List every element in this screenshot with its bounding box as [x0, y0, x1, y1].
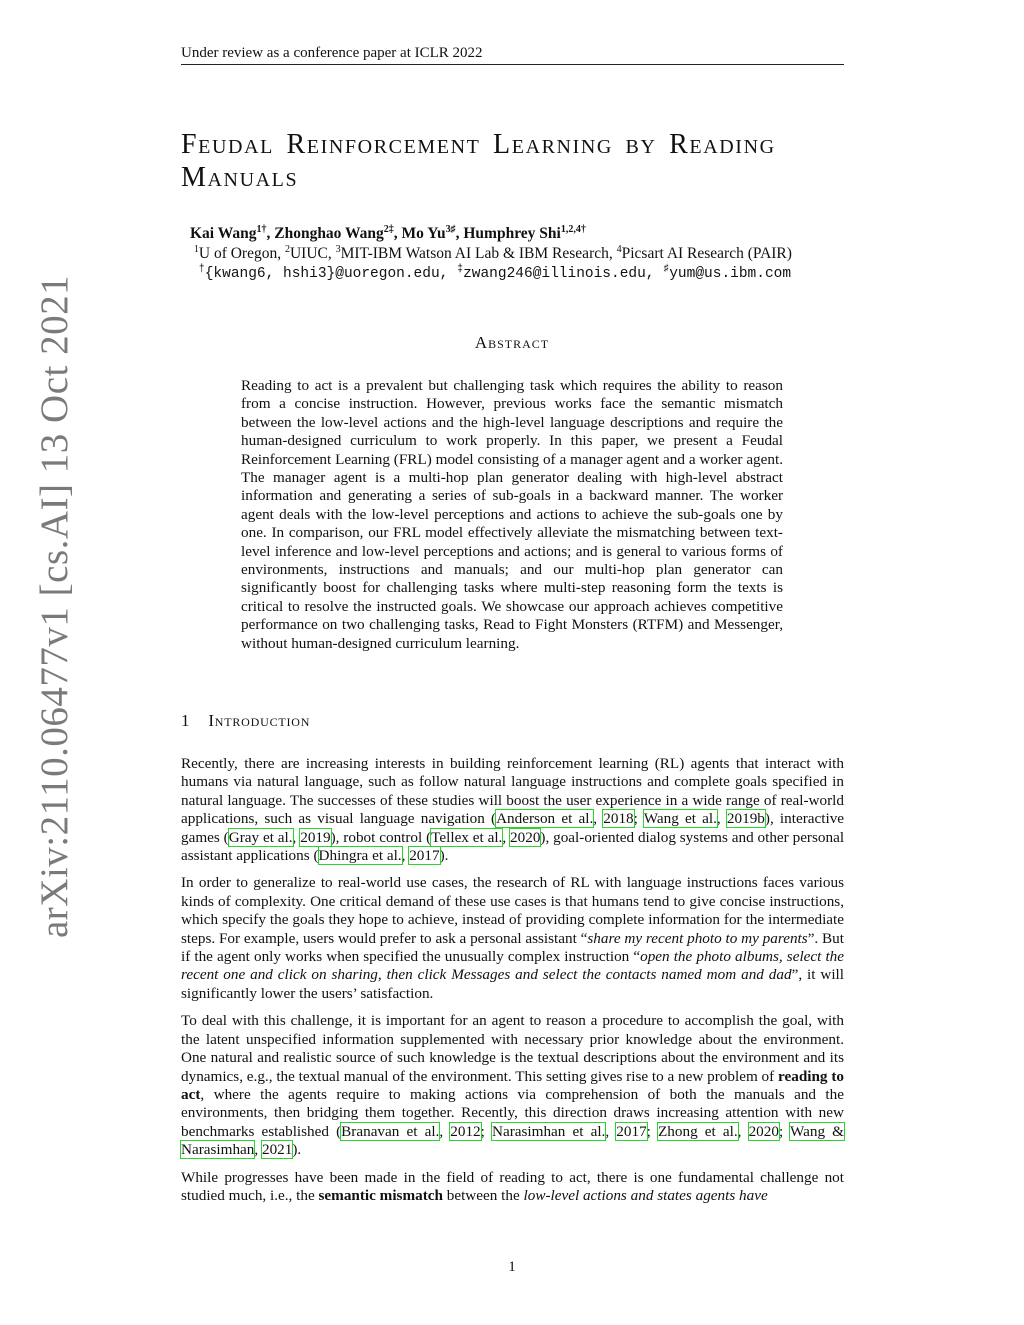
page-number: 1: [508, 1259, 516, 1275]
email: zwang246@illinois.edu,: [463, 266, 664, 282]
affiliations: [190, 244, 890, 264]
paragraph: In order to generalize to real-world use cases, the research of RL with language instructions faces various kinds of complexity. One critical demand of these use cases is that humans tend to give concise instructions, which specify the goals they hope to achieve, instead of providing complete information for the intermediate steps. For example, users would prefer to ask a personal assistant “share my recent photo to my parents”. But if the agent only works when specified the unusually complex instruction “open the photo albums, select the recent one and click on sharing, then click Messages and select the contacts named mom and dad”, it will significantly lower the users’ satisfaction.: [181, 874, 845, 1002]
citation-link[interactable]: 2021: [261, 1141, 293, 1159]
author-name: Zhonghao Wang: [274, 225, 384, 242]
paragraph: Recently, there are increasing interests in building reinforcement learning (RL) agents that interact with humans via natural language, such as follow natural language instructions and complete goals specified in natural language. The successes of these studies will boost the user experience in a wide range of real-world applications, such as visual language navigation (Anderson et al., 2018; Wang et al., 2019b), interactive games (Gray et al., 2019), robot control (Tellex et al., 2020), goal-oriented dialog systems and other personal assistant applications (Dhingra et al., 2017).: [181, 755, 845, 865]
section-title: Introduction: [208, 711, 311, 730]
abstract-heading: Abstract: [474, 333, 550, 352]
citation-link[interactable]: 2012: [450, 1122, 481, 1140]
author-mark: 2‡: [383, 223, 394, 235]
citation-link[interactable]: Branavan et al.: [341, 1122, 440, 1140]
abstract-text: Reading to act is a prevalent but challenging task which requires the ability to reason from a concise instruction. However, previous works face the semantic mismatch between the low-level actions and the high-level language descriptions and require the human-designed curriculum to work properly. In this paper, we present a Feudal Reinforcement Learning (FRL) model consisting of a manager agent and a worker agent. The manager agent is a multi-hop plan generator dealing with high-level abstract information and generating a series of sub-goals in a backward manner. The worker agent deals with the low-level perceptions and actions to achieve the sub-goals one by one. In comparison, our FRL model effectively alleviate the mismatching between text-level inference and low-level perceptions and actions; and is general to various forms of environments, instructions and manuals; and our multi-hop plan generator can significantly boost for challenging tasks where multi-step reasoning form the texts is critical to resolve the instructed goals. We showcase our approach achieves competitive performance on two challenging tasks, Read to Fight Monsters (RTFM) and Messenger, without human-designed curriculum learning.: [241, 377, 783, 652]
affiliation-number: 4: [616, 243, 622, 255]
paragraph: To deal with this challenge, it is important for an agent to reason a procedure to accomplish the goal, with the latent unspecified information supplemented with necessary prior knowledge about the environment. One natural and realistic source of such knowledge is the textual descriptions about the environment and its dynamics, e.g., the textual manual of the environment. This setting gives rise to a new problem of reading to act, where the agents require to making actions via comprehension of both the manuals and the environments, then bridging them together. Recently, this direction draws increasing attention with new benchmarks established (Branavan et al., 2012; Narasimhan et al., 2017; Zhong et al., 2020; Wang & Narasimhan, 2021).: [181, 1012, 844, 1159]
citation-link[interactable]: 2020: [510, 828, 541, 846]
citation-link[interactable]: Zhong et al.: [658, 1122, 738, 1140]
affiliation-number: 1: [193, 243, 199, 255]
key-term: reading to act: [181, 1067, 844, 1103]
section-heading-introduction: [181, 711, 310, 731]
affiliation: U of Oregon,: [198, 245, 285, 262]
email-mark: ‡: [457, 264, 464, 276]
section-number: 1: [181, 711, 191, 730]
affiliation: UIUC,: [289, 245, 336, 262]
affiliation: MIT-IBM Watson AI Lab & IBM Research,: [340, 245, 617, 262]
citation-link[interactable]: Gray et al.: [228, 828, 293, 846]
affiliation-number: 2: [284, 243, 290, 255]
example-instruction: share my recent photo to my parents: [587, 929, 808, 947]
author-emails: [190, 264, 890, 284]
introduction-body: [181, 755, 844, 1214]
email: yum@us.ibm.com: [669, 266, 792, 282]
citation-link[interactable]: Dhingra et al.: [318, 847, 402, 865]
emphasis: low-level actions and states agents have: [523, 1186, 768, 1204]
author-mark: 1†: [256, 223, 267, 235]
citation-link[interactable]: 2018: [603, 810, 634, 828]
email-mark: †: [198, 264, 205, 276]
citation-link[interactable]: 2019: [300, 828, 331, 846]
affiliation: Picsart AI Research (PAIR): [621, 245, 792, 262]
running-header: Under review as a conference paper at ICLR 2022: [181, 44, 844, 65]
author-block: [190, 224, 890, 284]
citation-link[interactable]: 2017: [616, 1122, 647, 1140]
email: {kwang6, hshi3}@uoregon.edu,: [204, 266, 458, 282]
author-mark: 1,2,4†: [560, 223, 586, 235]
paper-title: Feudal Reinforcement Learning by Reading Manuals: [181, 129, 776, 193]
citation-link[interactable]: 2019b: [726, 810, 765, 828]
author-name: Kai Wang: [190, 225, 257, 242]
affiliation-number: 3: [335, 243, 341, 255]
citation-link[interactable]: 2020: [748, 1122, 779, 1140]
key-term: semantic mismatch: [318, 1186, 443, 1204]
author-names: Kai Wang$^{1\dagger}$, Zhonghao Wang$^{2\ddagger}$, Mo $Yu^{3♯}$, Humphrey Shi$^{1,2,4\dagger}$: [190, 223, 586, 242]
example-instruction: open the photo albums, select the recent one and click on sharing, then click Messages and select the contacts named mom and dad: [181, 948, 845, 984]
citation-link[interactable]: Anderson et al.: [496, 810, 594, 828]
email-mark: ♯: [663, 264, 670, 276]
citation-link[interactable]: Wang et al.: [643, 810, 717, 828]
author-name: Humphrey Shi: [463, 225, 561, 242]
arxiv-identifier: arXiv:2110.06477v1 [cs.AI] 13 Oct 2021: [33, 274, 76, 938]
author-name: Mo Yu: [401, 225, 446, 242]
citation-link[interactable]: Tellex et al.: [431, 828, 503, 846]
author-mark: 3♯: [445, 223, 456, 235]
paragraph: While progresses have been made in the field of reading to act, there is one fundamental challenge not studied much, i.e., the semantic mismatch between the low-level actions and states agents have: [181, 1168, 844, 1204]
citation-link[interactable]: Narasimhan et al.: [492, 1122, 606, 1140]
citation-link[interactable]: 2017: [409, 847, 440, 865]
citation-link[interactable]: Wang & Narasimhan: [181, 1122, 844, 1159]
